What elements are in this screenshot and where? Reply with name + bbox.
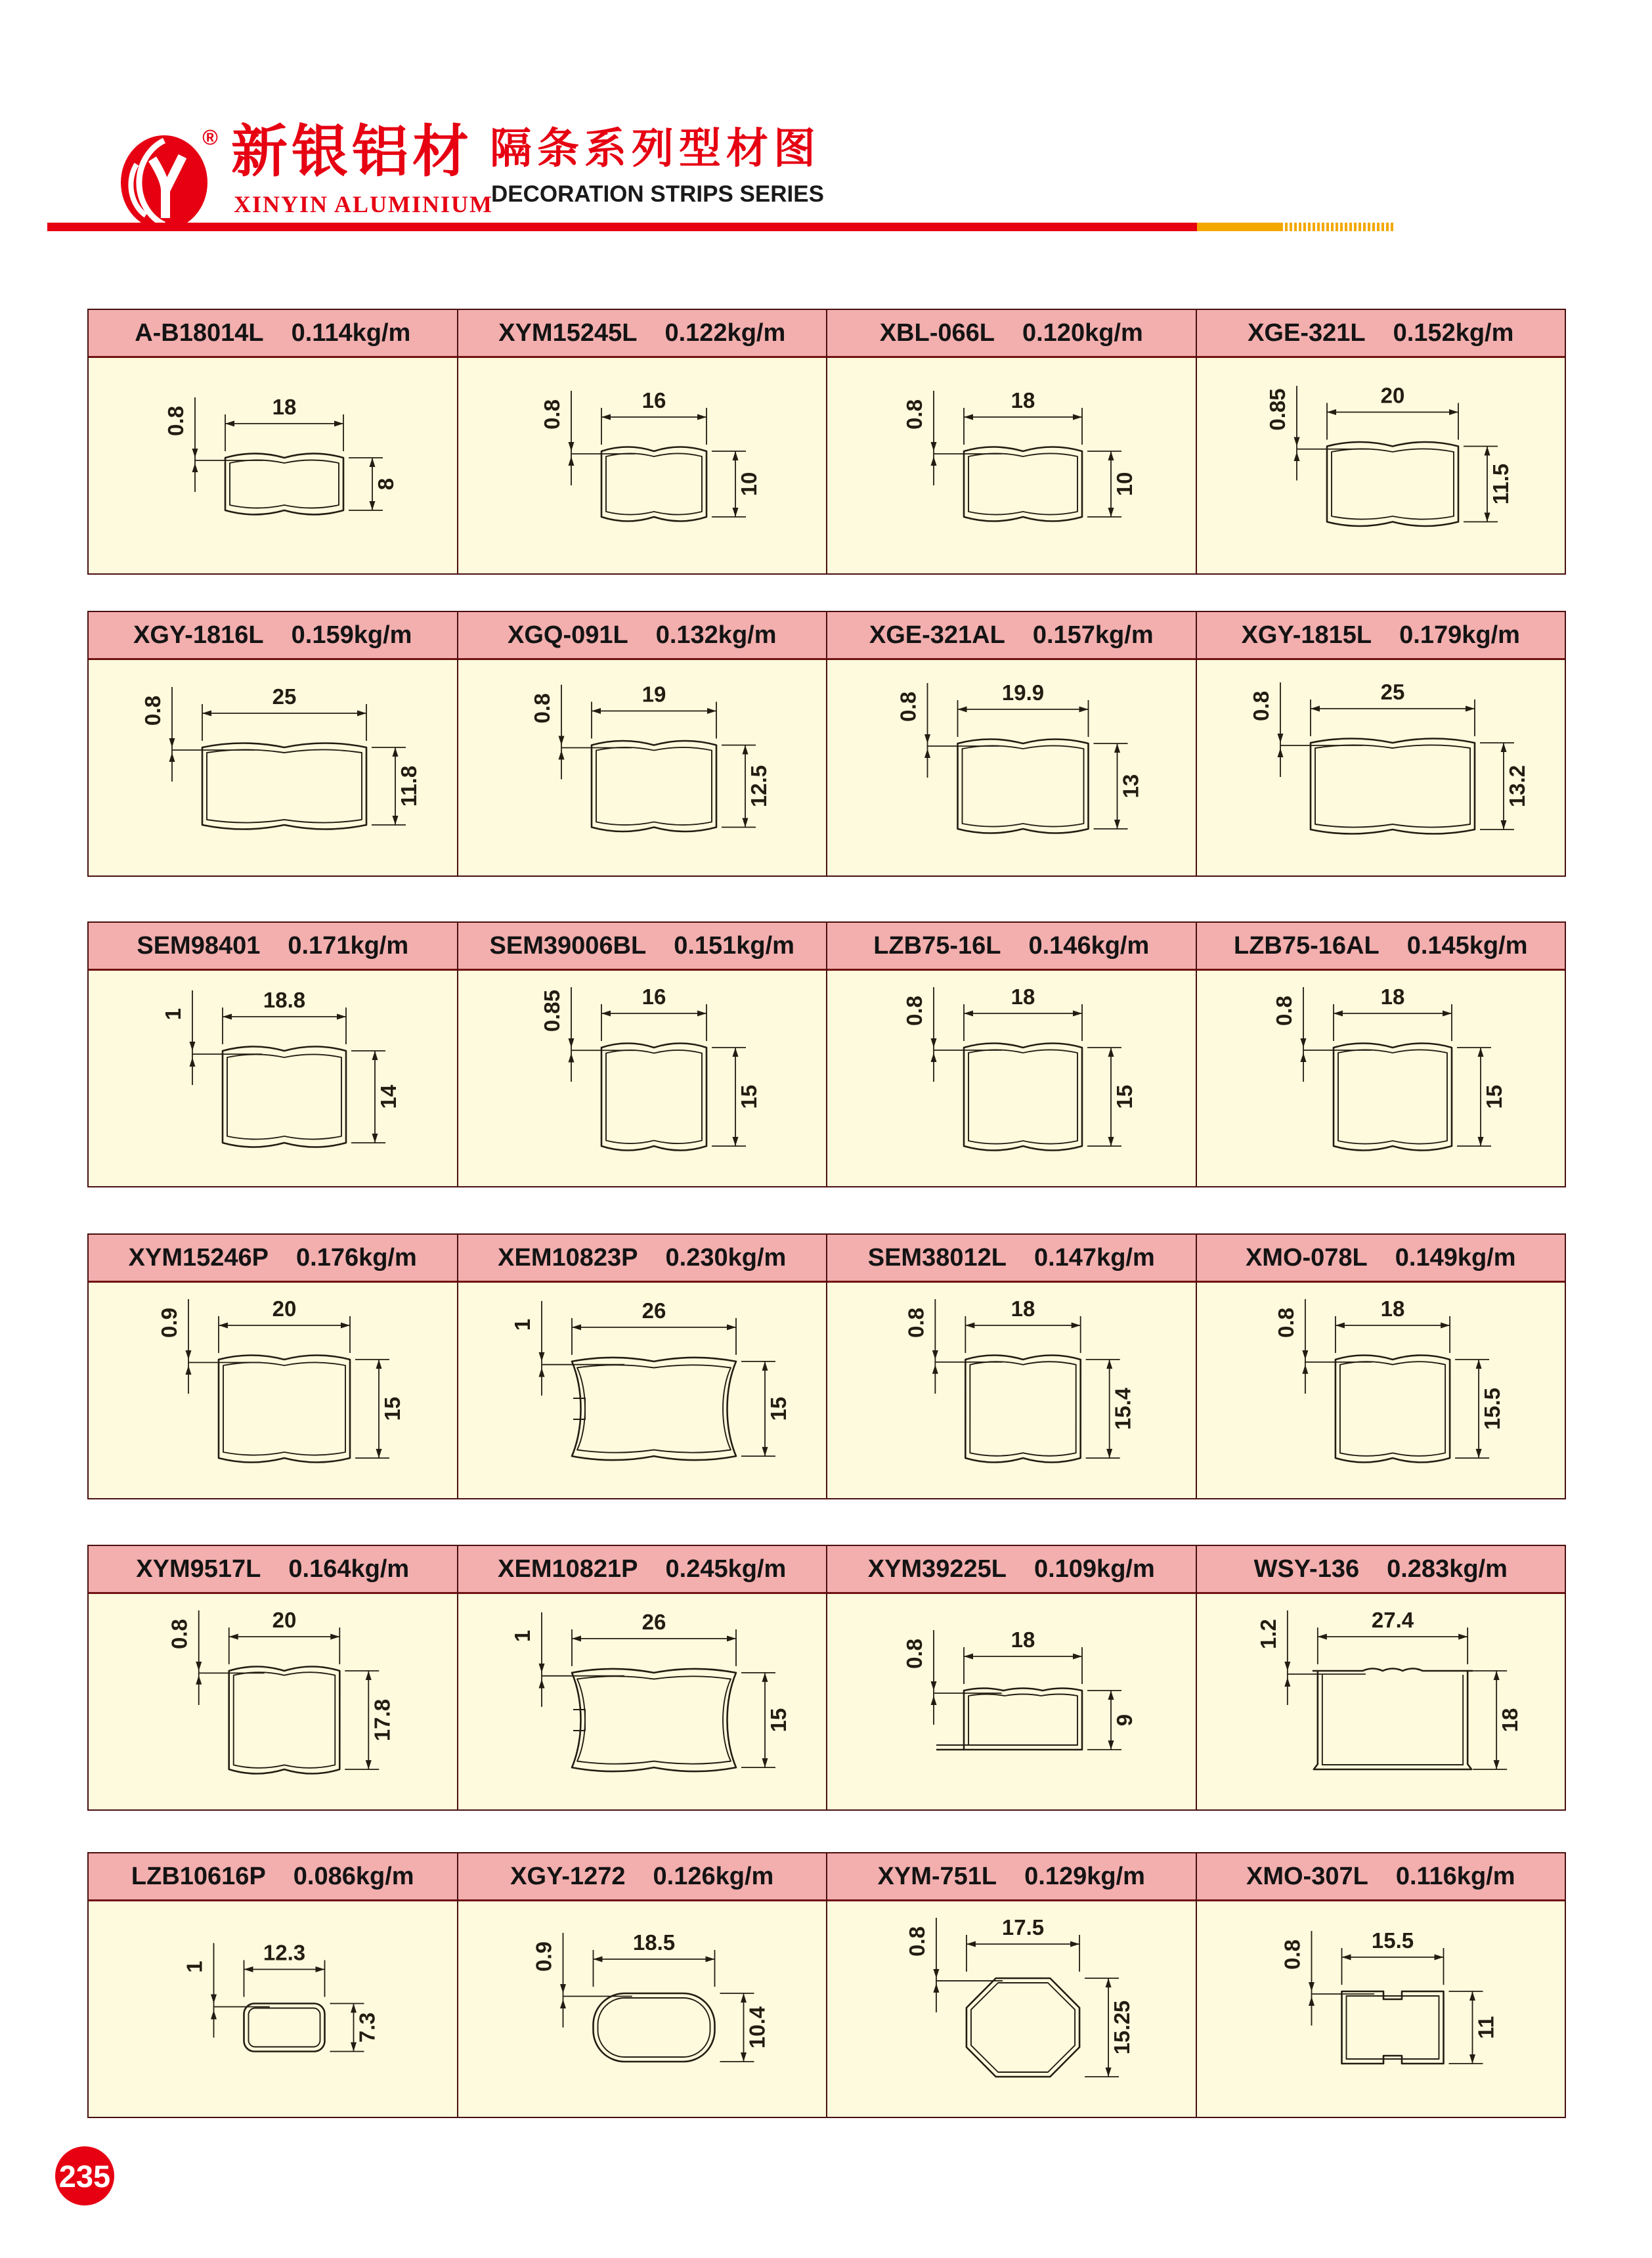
model-label: LZB75-16AL <box>1233 931 1380 960</box>
weight-label: 0.171kg/m <box>288 931 409 960</box>
weight-label: 0.126kg/m <box>653 1862 774 1890</box>
page-number-badge <box>55 2146 114 2205</box>
model-label: SEM98401 <box>137 931 261 960</box>
model-label: XYM9517L <box>136 1555 261 1583</box>
profile-cell-header <box>89 1853 457 1901</box>
profile-cell-header <box>1197 923 1565 971</box>
thickness-dimension-label: 1 <box>182 1960 207 1973</box>
width-dimension-label: 18 <box>1011 388 1035 412</box>
model-label: XYM15246P <box>128 1243 269 1272</box>
catalog-row <box>87 1545 1566 1811</box>
diagram-area <box>827 1901 1196 2117</box>
profile-diagram <box>458 660 826 875</box>
profile-cell-header <box>458 1235 827 1283</box>
height-dimension-label: 15.25 <box>1110 2000 1135 2055</box>
width-dimension-label: 26 <box>641 1609 666 1634</box>
model-label: XGY-1272 <box>510 1862 626 1890</box>
width-dimension-label: 18 <box>1011 985 1035 1009</box>
profile-cell-header <box>89 612 457 660</box>
height-dimension-label: 13.2 <box>1504 764 1529 808</box>
profile-cell <box>458 1853 828 2117</box>
profile-cell <box>89 310 458 573</box>
profile-cell <box>827 310 1197 573</box>
profile-diagram <box>827 1901 1195 2117</box>
weight-label: 0.245kg/m <box>665 1555 787 1583</box>
width-dimension-label: 18.8 <box>263 988 306 1012</box>
profile-cell <box>827 1546 1197 1809</box>
height-dimension-label: 17.8 <box>370 1698 395 1742</box>
thickness-dimension-label: 0.8 <box>1273 1308 1298 1338</box>
profile-cell <box>89 612 458 875</box>
profile-cell <box>89 1235 458 1498</box>
model-label: XMO-078L <box>1245 1243 1368 1272</box>
profile-cell <box>458 923 828 1186</box>
profile-diagram <box>89 358 456 573</box>
profile-diagram <box>458 971 826 1186</box>
weight-label: 0.116kg/m <box>1395 1862 1515 1890</box>
thickness-dimension-label: 0.8 <box>905 1926 930 1957</box>
height-dimension-label: 8 <box>374 477 399 491</box>
profile-cell <box>1197 923 1565 1186</box>
height-dimension-label: 15.5 <box>1479 1387 1504 1430</box>
weight-label: 0.149kg/m <box>1395 1243 1516 1272</box>
model-label: LZB75-16L <box>873 931 1001 960</box>
profile-diagram <box>827 358 1195 573</box>
profile-diagram <box>89 1594 456 1809</box>
diagram-area <box>458 358 827 573</box>
thickness-dimension-label: 0.8 <box>896 692 921 722</box>
profile-diagram <box>89 660 456 875</box>
profile-cell-header <box>1197 1853 1565 1901</box>
profile-cell <box>458 612 828 875</box>
width-dimension-label: 15.5 <box>1371 1928 1414 1953</box>
profile-cell-header <box>1197 1235 1565 1283</box>
model-label: WSY-136 <box>1253 1555 1360 1583</box>
profile-cell <box>1197 1546 1565 1809</box>
model-label: LZB10616P <box>131 1862 266 1890</box>
profile-cell-header <box>458 1546 827 1594</box>
profile-cell-header <box>89 1235 457 1283</box>
width-dimension-label: 20 <box>1380 383 1405 408</box>
thickness-dimension-label: 1 <box>161 1007 186 1021</box>
registered-mark: ® <box>202 125 218 149</box>
profile-diagram <box>1197 1901 1565 2117</box>
profile-cell <box>1197 1235 1565 1498</box>
diagram-area <box>458 660 827 875</box>
diagram-area <box>827 358 1196 573</box>
diagram-area <box>827 971 1196 1186</box>
profile-diagram <box>89 1901 456 2117</box>
width-dimension-label: 16 <box>641 388 666 412</box>
thickness-dimension-label: 0.85 <box>539 989 564 1032</box>
profile-diagram <box>827 1283 1195 1498</box>
thickness-dimension-label: 0.8 <box>1280 1939 1305 1970</box>
profile-diagram <box>827 1594 1195 1809</box>
model-label: XYM39225L <box>867 1555 1007 1583</box>
diagram-area <box>458 1283 827 1498</box>
series-title-chinese: 隔条系列型材图 <box>490 125 821 172</box>
width-dimension-label: 18.5 <box>632 1930 675 1955</box>
diagram-area <box>89 358 457 573</box>
thickness-dimension-label: 0.8 <box>1248 691 1273 721</box>
diagram-area <box>827 1594 1196 1809</box>
height-dimension-label: 15 <box>736 1084 761 1109</box>
profile-cell-header <box>827 310 1196 358</box>
weight-label: 0.146kg/m <box>1028 931 1150 960</box>
model-label: XBL-066L <box>879 319 995 347</box>
weight-label: 0.109kg/m <box>1033 1555 1155 1583</box>
width-dimension-label: 17.5 <box>1002 1915 1045 1939</box>
profile-cell-header <box>458 310 827 358</box>
profile-cell <box>827 612 1197 875</box>
profile-cell <box>1197 310 1565 573</box>
diagram-area <box>458 1594 827 1809</box>
weight-label: 0.120kg/m <box>1022 319 1143 347</box>
weight-label: 0.179kg/m <box>1399 621 1520 649</box>
profile-cell-header <box>89 310 457 358</box>
weight-label: 0.145kg/m <box>1406 931 1528 960</box>
model-label: XEM10823P <box>498 1243 638 1272</box>
width-dimension-label: 12.3 <box>263 1940 306 1965</box>
height-dimension-label: 15 <box>766 1396 791 1421</box>
profile-cell-header <box>89 1546 457 1594</box>
height-dimension-label: 14 <box>376 1084 401 1109</box>
profile-cell-header <box>89 923 457 971</box>
thickness-dimension-label: 0.8 <box>539 399 564 430</box>
diagram-area <box>1197 660 1565 875</box>
height-dimension-label: 9 <box>1112 1714 1137 1727</box>
weight-label: 0.283kg/m <box>1387 1555 1508 1583</box>
profile-cell <box>89 1546 458 1809</box>
thickness-dimension-label: 1 <box>510 1318 534 1331</box>
diagram-area <box>1197 1901 1565 2117</box>
diagram-area <box>458 971 827 1186</box>
profile-cell-header <box>1197 1546 1565 1594</box>
profile-cell <box>1197 1853 1565 2117</box>
profile-diagram <box>89 1283 456 1498</box>
height-dimension-label: 18 <box>1497 1708 1522 1733</box>
diagram-area <box>1197 1594 1565 1809</box>
thickness-dimension-label: 0.85 <box>1265 388 1290 431</box>
weight-label: 0.114kg/m <box>291 319 411 347</box>
thickness-dimension-label: 0.8 <box>902 1639 927 1669</box>
profile-cell <box>89 923 458 1186</box>
width-dimension-label: 19.9 <box>1002 680 1045 705</box>
weight-label: 0.157kg/m <box>1032 621 1154 649</box>
model-label: XMO-307L <box>1246 1862 1368 1890</box>
profile-cell-header <box>827 923 1196 971</box>
profile-cell <box>458 1546 828 1809</box>
model-label: XGQ-091L <box>507 621 628 649</box>
profile-cell <box>1197 612 1565 875</box>
height-dimension-label: 15.4 <box>1110 1387 1135 1430</box>
thickness-dimension-label: 1.2 <box>1255 1619 1280 1649</box>
height-dimension-label: 7.3 <box>355 2012 380 2043</box>
model-label: XYM-751L <box>877 1862 997 1890</box>
model-label: XGE-321AL <box>869 621 1005 649</box>
diagram-area <box>827 660 1196 875</box>
profile-cell <box>458 1235 828 1498</box>
width-dimension-label: 20 <box>272 1296 297 1321</box>
profile-diagram <box>1197 1594 1565 1809</box>
height-dimension-label: 12.5 <box>746 764 771 808</box>
weight-label: 0.152kg/m <box>1393 319 1514 347</box>
thickness-dimension-label: 0.8 <box>902 996 927 1026</box>
catalog-row <box>87 921 1566 1187</box>
height-dimension-label: 11 <box>1473 2016 1498 2039</box>
thickness-dimension-label: 0.8 <box>529 693 554 724</box>
profile-cell <box>827 1235 1197 1498</box>
profile-diagram <box>1197 1283 1565 1498</box>
diagram-area <box>458 1901 827 2117</box>
thickness-dimension-label: 0.8 <box>902 399 927 430</box>
profile-cell-header <box>458 1853 827 1901</box>
height-dimension-label: 15 <box>1112 1084 1137 1109</box>
diagram-area <box>1197 358 1565 573</box>
weight-label: 0.147kg/m <box>1033 1243 1155 1272</box>
height-dimension-label: 10 <box>736 472 761 497</box>
profile-cell <box>89 1853 458 2117</box>
series-title-english: DECORATION STRIPS SERIES <box>491 181 824 207</box>
thickness-dimension-label: 1 <box>510 1629 534 1643</box>
height-dimension-label: 15 <box>380 1396 405 1421</box>
catalog-row <box>87 309 1566 575</box>
diagram-area <box>1197 971 1565 1186</box>
height-dimension-label: 11.5 <box>1488 463 1513 505</box>
weight-label: 0.230kg/m <box>665 1243 787 1272</box>
width-dimension-label: 26 <box>641 1298 666 1323</box>
height-dimension-label: 13 <box>1118 774 1143 799</box>
profile-diagram <box>827 971 1195 1186</box>
weight-label: 0.151kg/m <box>674 931 794 960</box>
thickness-dimension-label: 0.8 <box>167 1619 192 1649</box>
profile-cell-header <box>1197 612 1565 660</box>
thickness-dimension-label: 0.9 <box>157 1308 182 1338</box>
catalog-row <box>87 611 1566 877</box>
logo-chinese: 新银铝材 <box>231 120 473 183</box>
weight-label: 0.086kg/m <box>293 1862 414 1890</box>
model-label: XGE-321L <box>1248 319 1366 347</box>
width-dimension-label: 27.4 <box>1371 1608 1414 1632</box>
profile-cell-header <box>827 612 1196 660</box>
diagram-area <box>1197 1283 1565 1498</box>
profile-cell-header <box>458 612 827 660</box>
profile-diagram <box>827 660 1195 875</box>
width-dimension-label: 20 <box>272 1608 297 1632</box>
model-label: XEM10821P <box>498 1555 638 1583</box>
width-dimension-label: 25 <box>1380 680 1405 704</box>
model-label: XGY-1816L <box>133 621 264 649</box>
width-dimension-label: 18 <box>1011 1627 1035 1652</box>
model-label: XGY-1815L <box>1241 621 1372 649</box>
weight-label: 0.122kg/m <box>664 319 786 347</box>
profile-cell-header <box>458 923 827 971</box>
diagram-area <box>89 1901 457 2117</box>
thickness-dimension-label: 0.9 <box>531 1941 556 1972</box>
diagram-area <box>89 660 457 875</box>
profile-cell-header <box>827 1853 1196 1901</box>
height-dimension-label: 15 <box>1481 1084 1506 1109</box>
height-dimension-label: 10.4 <box>745 2006 770 2049</box>
width-dimension-label: 18 <box>1380 985 1405 1009</box>
profile-diagram <box>458 1594 826 1809</box>
weight-label: 0.164kg/m <box>288 1555 410 1583</box>
thickness-dimension-label: 0.8 <box>163 406 188 436</box>
diagram-area <box>89 1283 457 1498</box>
diagram-area <box>827 1283 1196 1498</box>
profile-cell <box>458 310 828 573</box>
logo-english: XINYIN ALUMINIUM <box>234 191 494 217</box>
thickness-dimension-label: 0.8 <box>141 696 165 726</box>
height-dimension-label: 10 <box>1112 472 1137 497</box>
profile-diagram <box>89 971 456 1186</box>
width-dimension-label: 16 <box>641 985 666 1009</box>
model-label: SEM39006BL <box>489 931 647 960</box>
profile-diagram <box>458 1901 826 2117</box>
profile-diagram <box>1197 358 1565 573</box>
width-dimension-label: 19 <box>641 682 666 707</box>
width-dimension-label: 18 <box>1380 1296 1405 1321</box>
thickness-dimension-label: 0.8 <box>903 1308 928 1338</box>
profile-diagram <box>1197 971 1565 1186</box>
profile-diagram <box>458 358 826 573</box>
diagram-area <box>89 971 457 1186</box>
weight-label: 0.132kg/m <box>655 621 777 649</box>
weight-label: 0.159kg/m <box>291 621 412 649</box>
page-number: 235 <box>58 2158 111 2194</box>
profile-diagram <box>458 1283 826 1498</box>
weight-label: 0.176kg/m <box>296 1243 417 1272</box>
catalog-row <box>87 1233 1566 1499</box>
profile-diagram <box>1197 660 1565 875</box>
model-label: SEM38012L <box>867 1243 1007 1272</box>
profile-cell <box>827 923 1197 1186</box>
width-dimension-label: 18 <box>1011 1296 1035 1321</box>
catalog-row <box>87 1852 1566 2118</box>
profile-cell-header <box>827 1546 1196 1594</box>
height-dimension-label: 15 <box>766 1708 791 1733</box>
thickness-dimension-label: 0.8 <box>1271 996 1296 1026</box>
width-dimension-label: 25 <box>272 684 297 709</box>
profile-cell <box>827 1853 1197 2117</box>
model-label: A-B18014L <box>135 319 264 347</box>
diagram-area <box>89 1594 457 1809</box>
model-label: XYM15245L <box>498 319 638 347</box>
profile-cell-header <box>1197 310 1565 358</box>
profile-cell-header <box>827 1235 1196 1283</box>
weight-label: 0.129kg/m <box>1024 1862 1145 1890</box>
height-dimension-label: 11.8 <box>397 765 422 807</box>
width-dimension-label: 18 <box>272 395 297 419</box>
